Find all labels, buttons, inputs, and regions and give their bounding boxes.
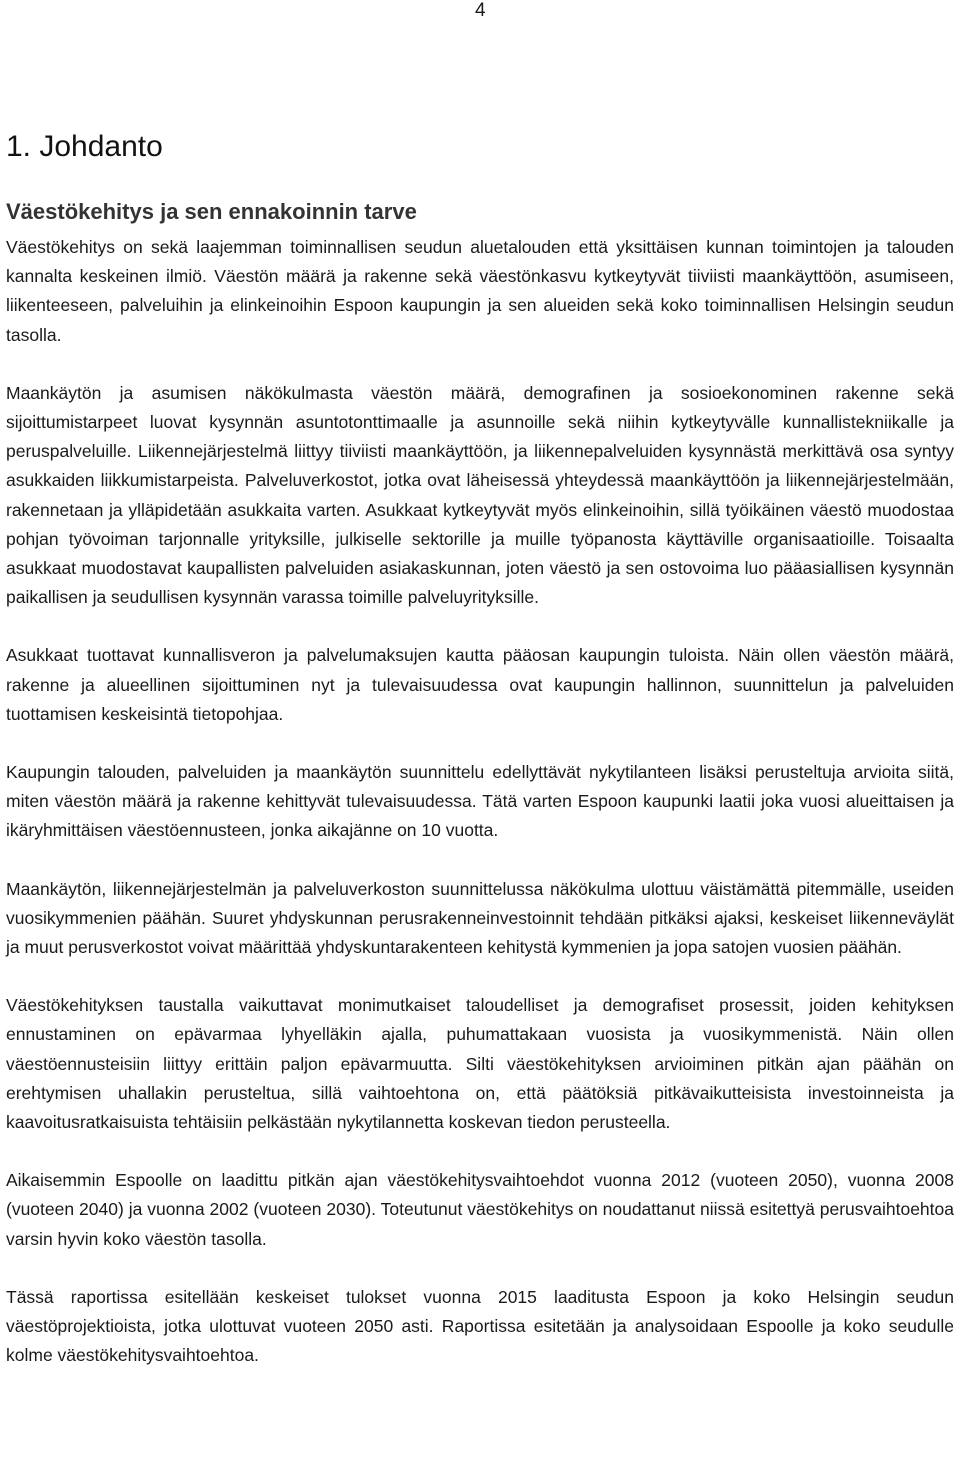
chapter-title: 1. Johdanto xyxy=(6,130,163,163)
section-heading: Väestökehitys ja sen ennakoinnin tarve xyxy=(6,199,417,224)
paragraph-land-use: Maankäytön ja asumisen näkökulmasta väestön määrä, demografinen ja sosioekonominen rakenne sekä sijoittumistarpeet luovat kysynnän asuntotonttimaalle ja asunnoille sekä niihin kytkeytyvälle kunnallistekniikalle ja peruspalveluille. Liikennejärjestelmä liittyy tiiviisti maankäyttöön, ja liikennepalveluiden kysynnästä merkittävä osa syntyy asukkaiden liikkumistarpeista. Palveluverkostot, jotka ovat läheisessä yhteydessä maankäyttöön ja liikennejärjestelmään, rakennetaan ja ylläpidetään asukkaita varten. Asukkaat kytkeytyvät myös elinkeinoihin, sillä työikäinen väestö muodostaa pohjan työvoiman tarjonnalle yrityksille, julkiselle sektorille ja muille työpanosta käyttäville organisaatioille. Toisaalta asukkaat muodostavat kaupallisten palveluiden asiakaskunnan, joten väestö ja sen ostovoima luo pääasiallisen kysynnän paikallisen ja seudullisen kysynnän varassa toimille palveluyrityksille. xyxy=(6,382,954,608)
paragraph-long-term-planning: Maankäytön, liikennejärjestelmän ja palveluverkoston suunnittelussa näkökulma ulottuu väistämättä pitemmälle, useiden vuosikymmenien päähän. Suuret yhdyskunnan perusrakenneinvestoinnit tehdään pitkäksi ajaksi, keskeiset liikenneväylät ja muut perusverkostot voivat määrittää yhdyskuntarakenteen kehitystä kymmenien ja jopa satojen vuosien päähän. xyxy=(6,878,954,958)
paragraph-city-planning: Kaupungin talouden, palveluiden ja maankäytön suunnittelu edellyttävät nykytilanteen lisäksi perusteltuja arvioita siitä, miten väestön määrä ja rakenne kehittyvät tulevaisuudessa. Tätä varten Espoon kaupunki laatii joka vuosi alueittaisen ja ikäryhmittäisen väestöennusteen, jonka aikajänne on 10 vuotta. xyxy=(6,762,954,841)
paragraph-earlier-projections: Aikaisemmin Espoolle on laadittu pitkän ajan väestökehitysvaihtoehdot vuonna 2012 (vuoteen 2050), vuonna 2008 (vuoteen 2040) ja vuonna 2002 (vuoteen 2030). Toteutunut väestökehitys on noudattanut niissä esitettyä perusvaihtoehtoa varsin hyvin koko väestön tasolla. xyxy=(6,1170,954,1249)
paragraph-intro: Väestökehitys on sekä laajemman toiminnallisen seudun aluetalouden että yksittäisen kunnan toimintojen ja talouden kannalta keskeinen ilmiö. Väestön määrä ja rakenne sekä väestönkasvu kytkeytyvät tiiviisti maankäyttöön, asumiseen, liikenteeseen, palveluihin ja elinkeinoihin Espoon kaupungin ja sen alueiden sekä koko toiminnallisen Helsingin seudun tasolla. xyxy=(6,237,954,345)
paragraph-uncertainty: Väestökehityksen taustalla vaikuttavat monimutkaiset taloudelliset ja demografiset prosessit, joiden kehityksen ennustaminen on epävarmaa lyhyelläkin ajalla, puhumattakaan vuosista ja vuosikymmenistä. Näin ollen väestöennusteisiin liittyy erittäin paljon epävarmuutta. Silti väestökehityksen arvioiminen pitkän ajan päähän on erehtymisen uhallakin perusteltua, sillä vaihtoehtona on, että päätöksiä pitkävaikutteisista investoinneista ja kaavoitusratkaisuista tehtäisiin pelkästään nykytilannetta koskevan tiedon perusteella. xyxy=(6,995,954,1133)
paragraph-tax-revenue: Asukkaat tuottavat kunnallisveron ja palvelumaksujen kautta pääosan kaupungin tuloista. Näin ollen väestön määrä, rakenne ja alueellinen sijoittuminen nyt ja tulevaisuudessa ovat kaupungin hallinnon, suunnittelun ja palveluiden tuottamisen keskeisintä tietopohjaa. xyxy=(6,645,954,724)
body-text xyxy=(6,233,954,1400)
paragraph-this-report: Tässä raportissa esitellään keskeiset tulokset vuonna 2015 laaditusta Espoon ja koko Helsingin seudun väestöprojektioista, jotka ulottuvat vuoteen 2050 asti. Raportissa esitetään ja analysoidaan Espoolle ja koko seudulle kolme väestökehitysvaihtoehtoa. xyxy=(6,1286,954,1366)
page-number: 4 xyxy=(475,0,486,21)
